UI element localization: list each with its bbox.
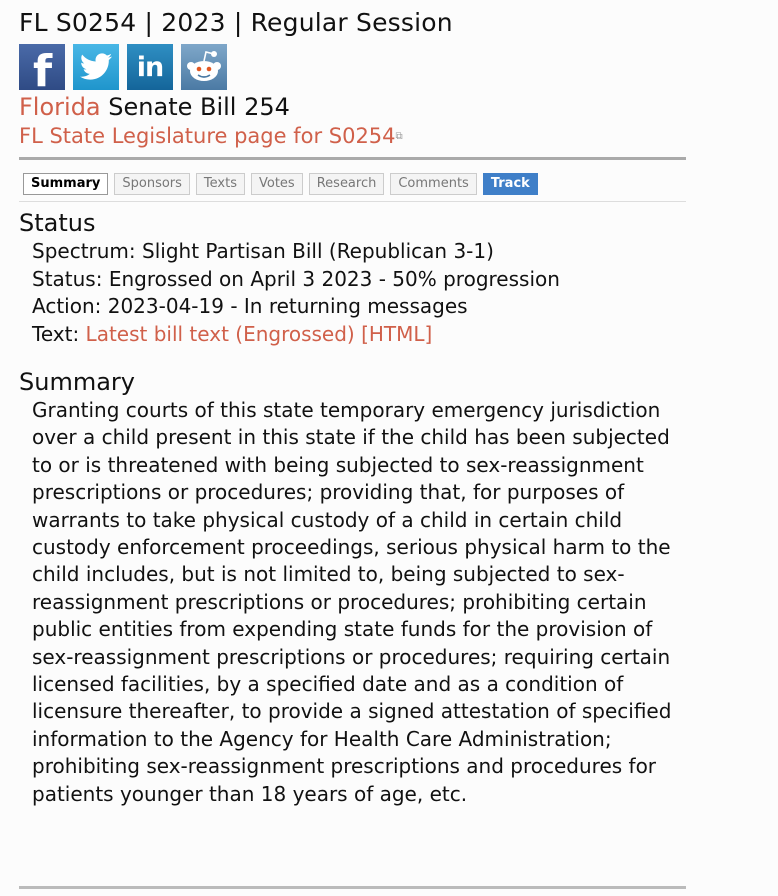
twitter-bird-icon [79,53,113,81]
tab-divider [19,201,686,202]
tab-research[interactable]: Research [309,173,385,195]
facebook-share-button[interactable] [19,44,65,90]
text-label: Text: [32,321,86,346]
status-line: Status: Engrossed on April 3 2023 - 50% progression [32,266,560,291]
bill-name [19,92,689,122]
legislature-page-link[interactable] [19,122,689,151]
tab-votes[interactable]: Votes [251,173,303,195]
spectrum-line: Spectrum: Slight Partisan Bill (Republican 3-1) [32,239,494,263]
state-link[interactable]: Florida [19,93,101,121]
bill-text-link[interactable]: Latest bill text (Engrossed) [HTML] [85,321,433,346]
tab-comments[interactable]: Comments [390,173,476,195]
bottom-divider [19,886,686,889]
page-title: FL S0254 | 2023 | Regular Session [19,8,453,37]
status-heading: Status [19,209,96,237]
facebook-icon: f [33,46,53,90]
linkedin-share-button[interactable] [127,44,173,90]
linkedin-icon: in [136,51,164,83]
tab-bar [19,173,689,195]
tab-sponsors[interactable]: Sponsors [114,173,190,195]
header-divider [19,157,686,160]
reddit-alien-icon [184,49,224,85]
tab-summary[interactable]: Summary [23,173,108,195]
legislature-link-text[interactable]: FL State Legislature page for S0254 [19,124,396,148]
social-share-bar [19,44,689,92]
text-line [32,321,689,349]
page-content [19,6,689,808]
action-line: Action: 2023-04-19 - In returning messages [32,294,468,318]
twitter-share-button[interactable] [73,44,119,90]
tab-texts[interactable]: Texts [196,173,245,195]
summary-body: Granting courts of this state temporary emergency jurisdiction over a child present in this state if the child has been subjected to or is threatened with being subjected to sex-reassignment prescriptions or procedures; providing that, for purposes of warrants to take physical custody of a child in certain child custody enforcement proceedings, serious physical harm to the child includes, but is not limited to, being subjected to sex-reassignment prescriptions or procedures; prohibiting certain public entities from expending state funds for the provision of sex-reassignment prescriptions or procedures; requiring certain licensed facilities, by a specified date and as a condition of licensure thereafter, to provide a signed attestation of specified information to the Agency for Health Care Administration; prohibiting sex-reassignment prescriptions and procedures for patients younger than 18 years of age, etc. [32,398,672,806]
status-section [32,238,689,348]
reddit-share-button[interactable] [181,44,227,90]
track-button[interactable]: Track [483,173,538,195]
summary-heading: Summary [19,368,135,396]
bill-title: Senate Bill 254 [100,93,290,121]
external-link-icon: ⧉ [395,131,403,142]
